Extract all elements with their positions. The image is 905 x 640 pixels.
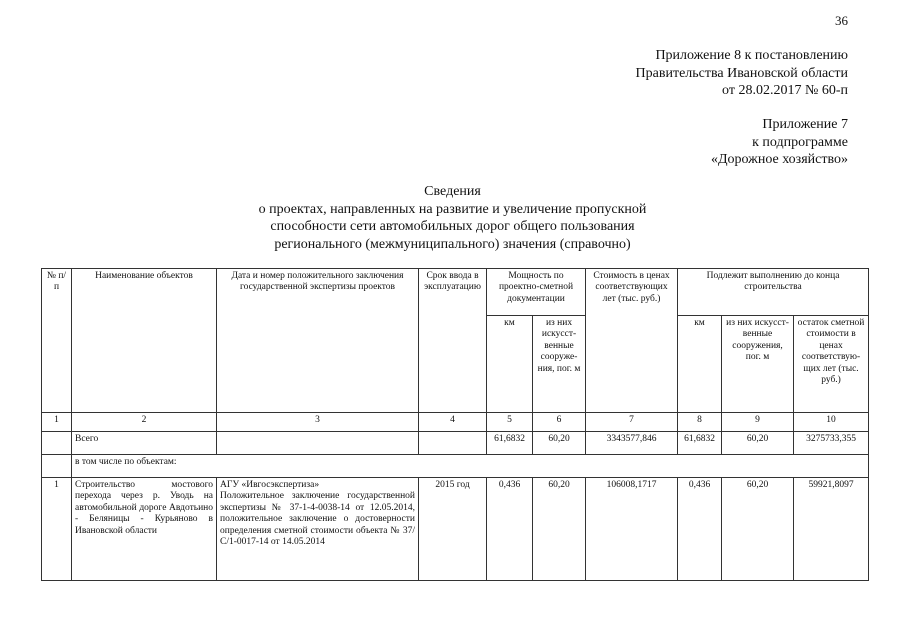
header-capacity-structures: из них искусст-венные сооруже-ния, пог. м <box>533 316 586 413</box>
appendix-7-line: Приложение 7 <box>762 117 848 132</box>
column-number: 8 <box>678 413 722 432</box>
row-expertise-text: Положительное заключение государственной экспертизы № 37-1-4-0038-14 от 12.05.2014, положительное заключение о достоверности определения сметной стоимости объекта № 37/С/1-0017-14 от 14.05.2014 <box>220 491 415 548</box>
header-remaining: Подлежит выполнению до конца строительства <box>678 269 869 316</box>
title-line: о проектах, направленных на развитие и увеличение пропускной <box>258 201 647 217</box>
column-number: 7 <box>586 413 678 432</box>
total-capacity-structures: 60,20 <box>533 432 586 455</box>
page-number: 36 <box>835 13 848 28</box>
column-number-row <box>42 413 869 432</box>
row-capacity-structures: 60,20 <box>533 478 586 581</box>
column-number: 5 <box>487 413 533 432</box>
header-expertise: Дата и номер положительного заключения государственной экспертизы проектов <box>217 269 419 413</box>
row-expertise-org: АГУ «Ивгосэкспертиза» <box>220 480 320 490</box>
column-number: 3 <box>217 413 419 432</box>
row-commission: 2015 год <box>419 478 487 581</box>
row-cost: 106008,1717 <box>586 478 678 581</box>
title-line: регионального (межмуниципального) значения (справочно) <box>274 236 631 252</box>
column-number: 9 <box>722 413 794 432</box>
header-remaining-km: км <box>678 316 722 413</box>
row-remaining-cost: 59921,8097 <box>794 478 869 581</box>
header-cost: Стоимость в ценах соответствующих лет (тыс. руб.) <box>586 269 678 413</box>
table-row <box>42 478 869 581</box>
column-number: 2 <box>72 413 217 432</box>
table-cell-empty <box>217 432 419 455</box>
column-number: 4 <box>419 413 487 432</box>
row-name: Строительство мостового перехода через р. Уводь на автомобильной дороге Авдотьино - Беляницы - Курьяново в Ивановской области <box>72 478 217 581</box>
title-line: способности сети автомобильных дорог общего пользования <box>270 219 635 234</box>
total-capacity-km: 61,6832 <box>487 432 533 455</box>
appendix-8-line: от 28.02.2017 № 60-п <box>722 83 848 98</box>
column-number: 6 <box>533 413 586 432</box>
row-capacity-km: 0,436 <box>487 478 533 581</box>
appendix-7-block <box>711 116 848 169</box>
column-number: 10 <box>794 413 869 432</box>
total-row <box>42 432 869 455</box>
table-cell-empty <box>42 455 72 478</box>
header-remaining-cost: остаток сметной стоимости в ценах соответствую-щих лет (тыс. руб.) <box>794 316 869 413</box>
table-cell-empty <box>419 432 487 455</box>
row-num: 1 <box>42 478 72 581</box>
table-cell-empty <box>42 432 72 455</box>
column-number: 1 <box>42 413 72 432</box>
document-title <box>0 183 905 253</box>
header-commission: Срок ввода в эксплуатацию <box>419 269 487 413</box>
appendix-7-line: «Дорожное хозяйство» <box>710 152 848 167</box>
total-remaining-cost: 3275733,355 <box>794 432 869 455</box>
total-remaining-km: 61,6832 <box>678 432 722 455</box>
subheader-row <box>42 455 869 478</box>
table-header-row <box>42 269 869 316</box>
appendix-8-block <box>636 47 848 100</box>
appendix-8-line: Правительства Ивановской области <box>635 65 848 81</box>
row-remaining-km: 0,436 <box>678 478 722 581</box>
header-capacity-km: км <box>487 316 533 413</box>
total-remaining-structures: 60,20 <box>722 432 794 455</box>
total-cost: 3343577,846 <box>586 432 678 455</box>
row-expertise <box>217 478 419 581</box>
header-capacity: Мощность по проектно-сметной документации <box>487 269 586 316</box>
projects-table <box>41 268 869 581</box>
header-remaining-structures: из них искусст-венные сооружения, пог. м <box>722 316 794 413</box>
appendix-7-line: к подпрограмме <box>752 134 848 150</box>
header-num: № п/п <box>42 269 72 413</box>
subheader-label: в том числе по объектам: <box>72 455 869 478</box>
title-heading: Сведения <box>424 184 481 199</box>
header-name: Наименование объектов <box>72 269 217 413</box>
total-label: Всего <box>72 432 217 455</box>
appendix-8-line: Приложение 8 к постановлению <box>655 48 848 63</box>
row-remaining-structures: 60,20 <box>722 478 794 581</box>
